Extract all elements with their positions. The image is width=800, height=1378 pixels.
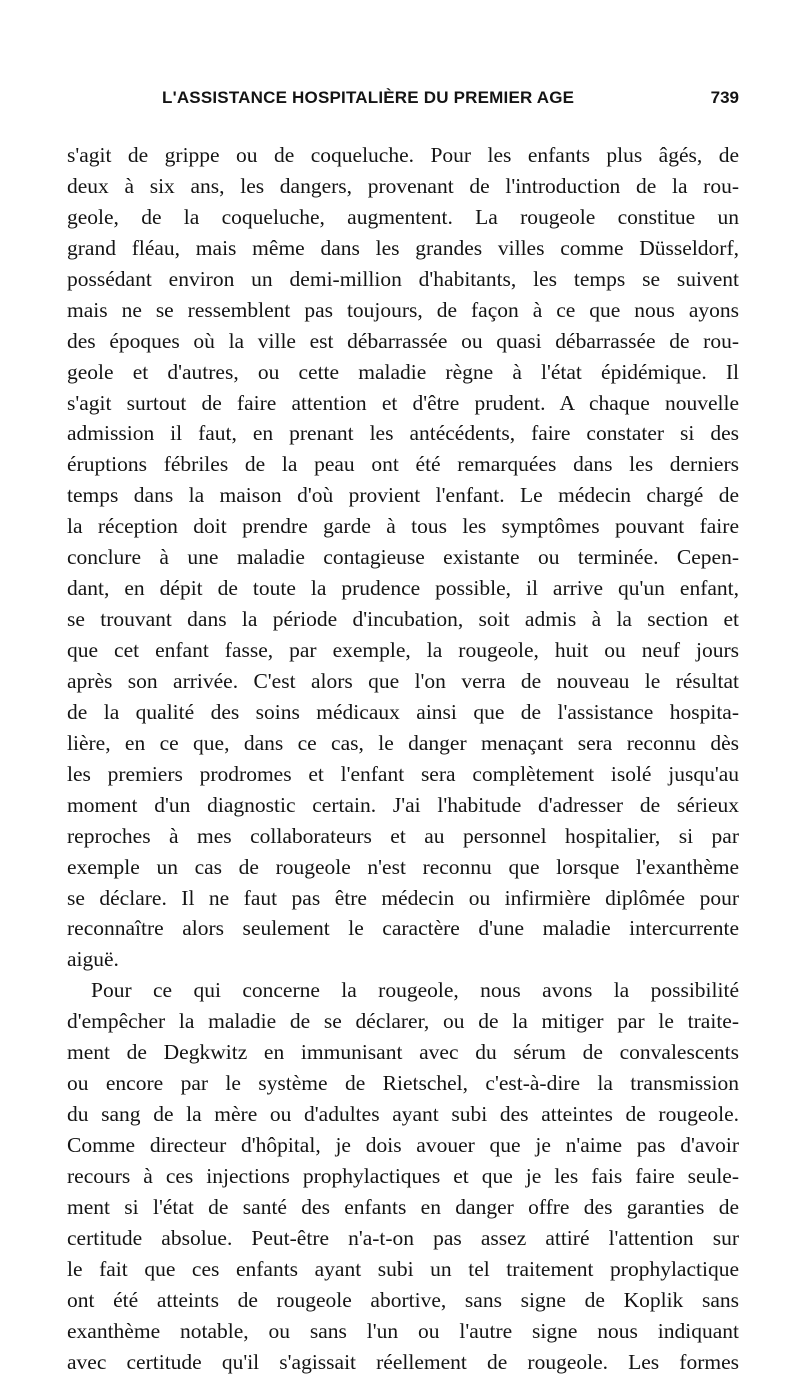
text-line: exemple un cas de rougeole n'est reconnu que lorsque l'exanthème	[67, 854, 739, 879]
text-line: s'agit surtout de faire attention et d'être prudent. A chaque nouvelle	[67, 390, 739, 415]
text-line: la réception doit prendre garde à tous les symptômes pouvant faire	[67, 514, 739, 539]
text-line: possédant environ un demi-million d'habitants, les temps se suivent	[67, 266, 739, 291]
text-line: geole, de la coqueluche, augmentent. La rougeole constitue un	[67, 204, 739, 229]
text-line: de la qualité des soins médicaux ainsi que de l'assistance hospita-	[67, 699, 739, 724]
text-line: aiguë.	[67, 947, 119, 972]
text-line: les premiers prodromes et l'enfant sera complètement isolé jusqu'au	[67, 761, 739, 786]
text-line: ment si l'état de santé des enfants en danger offre des garanties de	[67, 1194, 739, 1219]
text-line: après son arrivée. C'est alors que l'on verra de nouveau le résultat	[67, 668, 739, 693]
text-line: mais ne se ressemblent pas toujours, de façon à ce que nous ayons	[67, 297, 739, 322]
running-title: L'ASSISTANCE HOSPITALIÈRE DU PREMIER AGE	[162, 88, 575, 107]
text-line: admission il faut, en prenant les antécédents, faire constater si des	[67, 421, 739, 446]
text-line: Comme directeur d'hôpital, je dois avouer que je n'aime pas d'avoir	[67, 1133, 739, 1157]
text-line: recours à ces injections prophylactiques et que je les fais faire seule-	[67, 1163, 739, 1188]
text-line: temps dans la maison d'où provient l'enfant. Le médecin chargé de	[67, 483, 739, 508]
body-text	[67, 140, 739, 1378]
text-line: éruptions fébriles de la peau ont été remarquées dans les derniers	[67, 452, 739, 477]
text-line: des époques où la ville est débarrassée ou quasi débarrassée de rou-	[67, 328, 739, 353]
text-line: conclure à une maladie contagieuse existante ou terminée. Cepen-	[67, 545, 739, 570]
text-line: ou encore par le système de Rietschel, c'est-à-dire la transmission	[67, 1071, 739, 1096]
text-line: que cet enfant fasse, par exemple, la rougeole, huit ou neuf jours	[67, 638, 739, 662]
text-line: exanthème notable, ou sans l'un ou l'autre signe nous indiquant	[67, 1318, 739, 1343]
page-number: 739	[710, 88, 739, 107]
text-line: ont été atteints de rougeole abortive, sans signe de Koplik sans	[67, 1287, 739, 1312]
text-line: deux à six ans, les dangers, provenant de l'introduction de la rou-	[67, 173, 739, 198]
text-line: ment de Degkwitz en immunisant avec du sérum de convalescents	[67, 1040, 739, 1065]
text-line: grand fléau, mais même dans les grandes villes comme Düsseldorf,	[67, 235, 739, 260]
text-line: du sang de la mère ou d'adultes ayant subi des atteintes de rougeole.	[67, 1102, 739, 1127]
paragraph-1	[67, 140, 739, 975]
text-line: se déclare. Il ne faut pas être médecin ou infirmière diplômée pour	[67, 885, 739, 910]
text-line: se trouvant dans la période d'incubation, soit admis à la section et	[67, 607, 739, 632]
text-line: dant, en dépit de toute la prudence possible, il arrive qu'un enfant,	[67, 576, 739, 601]
text-line: d'empêcher la maladie de se déclarer, ou de la mitiger par le traite-	[67, 1009, 739, 1034]
text-line: s'agit de grippe ou de coqueluche. Pour les enfants plus âgés, de	[67, 143, 739, 167]
text-line: avec certitude qu'il s'agissait réellement de rougeole. Les formes	[67, 1349, 739, 1374]
text-line: reproches à mes collaborateurs et au personnel hospitalier, si par	[67, 823, 739, 848]
text-line: certitude absolue. Peut-être n'a-t-on pas assez attiré l'attention sur	[67, 1225, 739, 1250]
text-line: moment d'un diagnostic certain. J'ai l'habitude d'adresser de sérieux	[67, 792, 739, 817]
text-line: le fait que ces enfants ayant subi un tel traitement prophylactique	[67, 1256, 739, 1281]
paragraph-2	[67, 975, 739, 1377]
running-header	[67, 88, 739, 118]
text-line: reconnaître alors seulement le caractère d'une maladie intercurrente	[67, 916, 739, 941]
text-line: Pour ce qui concerne la rougeole, nous avons la possibilité	[91, 978, 739, 1003]
text-line: lière, en ce que, dans ce cas, le danger menaçant sera reconnu dès	[67, 730, 739, 755]
text-line: geole et d'autres, ou cette maladie règne à l'état épidémique. Il	[67, 359, 739, 384]
